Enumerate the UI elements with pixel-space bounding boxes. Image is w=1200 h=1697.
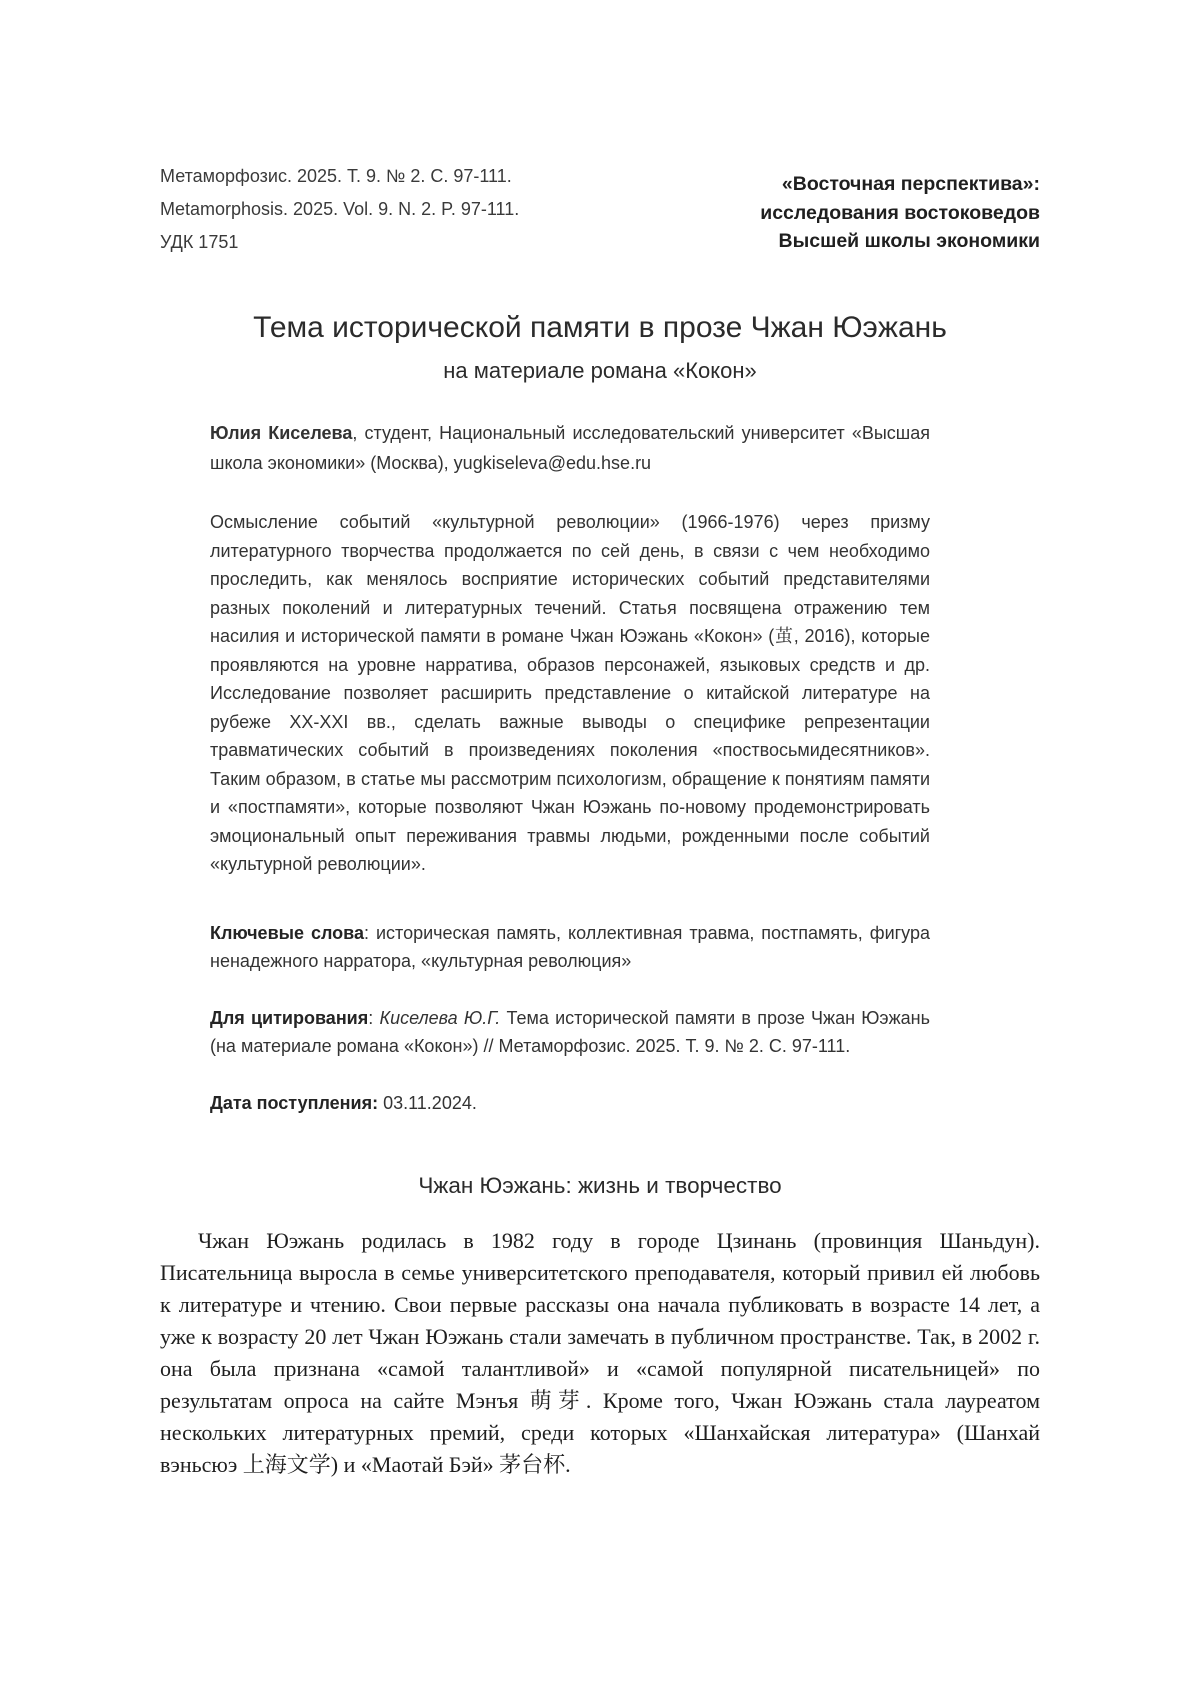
received-date xyxy=(210,1089,930,1118)
journal-citation-ru: Метаморфозис. 2025. Т. 9. № 2. С. 97-111. xyxy=(160,166,512,186)
author-name: Юлия Киселева xyxy=(210,423,353,443)
series-title-line-1: «Восточная перспектива»: xyxy=(781,173,1040,195)
series-title-line-3: Высшей школы экономики xyxy=(778,230,1040,252)
citation-separator: : xyxy=(368,1007,380,1028)
article-title: Тема исторической памяти в прозе Чжан Юэжань xyxy=(253,311,947,344)
page-header xyxy=(160,160,1040,259)
author-info xyxy=(210,418,930,478)
keywords-text: : историческая память, коллективная травма, постпамять, фигура ненадежного нарратора, «культурная революция» xyxy=(210,922,931,971)
received-label: Дата поступления: xyxy=(210,1092,379,1113)
udc-code: УДК 1751 xyxy=(160,232,239,252)
received-value: 03.11.2024. xyxy=(378,1092,477,1113)
keywords-block xyxy=(210,919,930,976)
author-affiliation: , студент, Национальный исследовательский университет «Высшая школа экономики» (Москва), yugkiseleva@edu.hse.ru xyxy=(210,423,930,473)
citation-author: Киселева Ю.Г. xyxy=(379,1007,501,1028)
citation-note xyxy=(210,1004,930,1061)
journal-meta xyxy=(160,160,519,259)
keywords-label: Ключевые слова xyxy=(210,922,365,943)
citation-text: Тема исторической памяти в прозе Чжан Юэжань (на материале романа «Кокон») // Метаморфозис. 2025. Т. 9. № 2. С. 97-111. xyxy=(210,1007,930,1056)
article-subtitle: на материале романа «Кокон» xyxy=(443,358,757,383)
section-heading: Чжан Юэжань: жизнь и творчество xyxy=(418,1173,782,1198)
journal-citation-en: Metamorphosis. 2025. Vol. 9. N. 2. P. 97-111. xyxy=(160,199,520,219)
series-title xyxy=(760,170,1040,256)
series-title-line-2: исследования востоковедов xyxy=(760,201,1040,224)
abstract-text: Осмысление событий «культурной революции» (1966-1976) через призму литературного творчества продолжается по сей день, в связи с чем необходимо проследить, как менялось восприятие исторических событий представителями разных поколений и литературных течений. Статья посвящена отражению тем насилия и исторической памяти в романе Чжан Юэжань «Кокон» (茧, 2016), которые проявляются на уровне нарратива, образов персонажей, языковых средств и др. Исследование позволяет расширить представление о китайской литературе на рубеже XX-XXI вв., сделать важные выводы о специфике репрезентации травматических событий в произведениях поколения «поствосьмидесятников». Таким образом, в статье мы рассмотрим психологизм, обращение к понятиям памяти и «постпамяти», которые позволяют Чжан Юэжань по-новому продемонстрировать эмоциональный опыт переживания травмы людьми, рожденными после событий «культурной революции». xyxy=(210,512,930,874)
citation-label: Для цитирования xyxy=(210,1007,369,1028)
body-paragraph: Чжан Юэжань родилась в 1982 году в городе Цзинань (провинция Шаньдун). Писательница выросла в семье университетского преподавателя, который привил ей любовь к литературе и чтению. Свои первые рассказы она начала публиковать в возрасте 14 лет, а уже к возрасту 20 лет Чжан Юэжань стали замечать в публичном пространстве. Так, в 2002 г. она была признана «самой талантливой» и «самой популярной писательницей» по результатам опроса на сайте Мэнъя 萌芽. Кроме того, Чжан Юэжань стала лауреатом нескольких литературных премий, среди которых «Шанхайская литература» (Шанхай вэньсюэ 上海文学) и «Маотай Бэй» 茅台杯. xyxy=(160,1228,1040,1477)
